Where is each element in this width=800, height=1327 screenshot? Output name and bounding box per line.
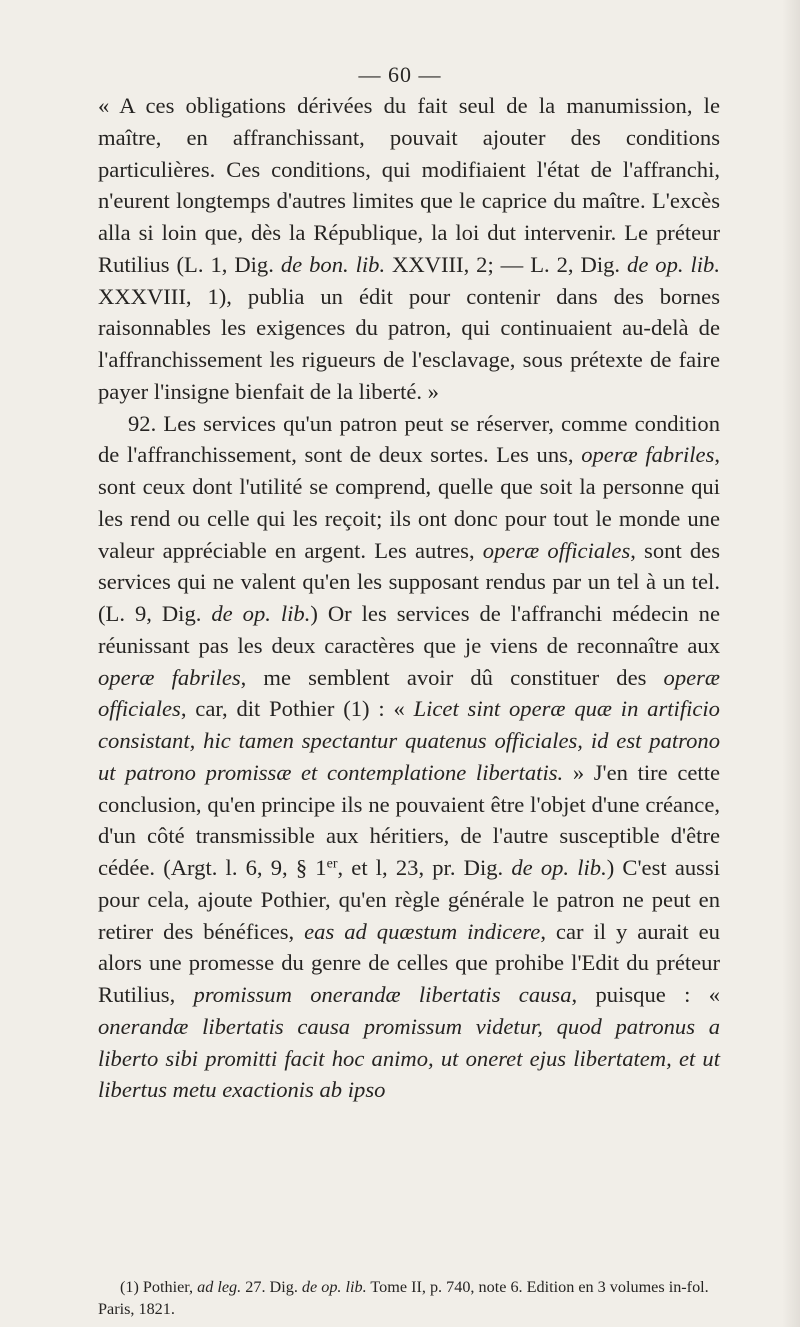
text-run: , sont des services qui ne valent qu'en les supposant rendus par un tel à un tel. (L. 9, Dig. <box>98 537 721 626</box>
italic-text: eas ad quæstum indicere <box>304 918 541 944</box>
italic-text: operæ officiales <box>482 537 631 563</box>
main-text <box>98 90 720 1106</box>
italic-text: operæ officiales <box>98 664 720 722</box>
text-run: , car, dit Pothier (1) : « <box>180 696 414 722</box>
italic-text: ad leg. <box>197 1278 242 1296</box>
superscript: er <box>326 856 338 872</box>
text-run: XXVIII, 2; — L. 2, Dig. <box>385 251 628 277</box>
italic-text: de op. lib. <box>211 601 311 626</box>
paragraph-quote <box>98 90 720 408</box>
page-number: — 60 — <box>358 62 442 87</box>
text-run: 92. Les services qu'un patron peut se réserver, comme condition de l'affranchissement, sont de deux sortes. Les uns, <box>98 410 720 468</box>
italic-text: de op. lib. <box>301 1278 367 1296</box>
italic-text: Licet sint operæ quæ in artificio consistant, hic tamen spectantur quatenus officiales, id est patrono ut patrono promissæ et contemplatione libertatis. <box>98 696 720 785</box>
page-spine-shadow <box>782 0 800 1327</box>
italic-text: onerandæ libertatis causa promissum videtur, quod patronus a liberto sibi promitti facit hoc animo, ut oneret ejus libertatem, et ut libertus metu exactionis ab ipso <box>98 1013 720 1103</box>
text-run: ) C'est aussi pour cela, ajoute Pothier, qu'en règle générale le patron ne peut en retirer des bénéfices, <box>98 855 721 944</box>
italic-text: de op. lib. <box>627 251 720 277</box>
text-run: , me semblent avoir dû constituer des <box>240 664 664 690</box>
italic-text: promissum onerandæ libertatis causa <box>193 982 572 1007</box>
text-run: , car il y aurait eu alors une promesse du genre de celles que prohibe l'Edit du préteur Rutilius, <box>98 918 720 1007</box>
text-run: Tome II, p. 740, note 6. Edition en 3 volumes in-fol. Paris, 1821. <box>98 1278 709 1318</box>
text-run: , et l, 23, pr. Dig. <box>337 855 512 880</box>
text-run: (1) Pothier, <box>120 1278 198 1296</box>
text-run: 27. Dig. <box>241 1278 302 1296</box>
italic-text: de op. lib. <box>511 855 607 880</box>
footnotes <box>98 1276 720 1320</box>
paragraph-92 <box>98 408 720 1107</box>
text-run: XXXVIII, 1), publia un édit pour contenir dans des bornes raisonnables les exigences du patron, qui continuaient au-delà de l'affranchissement les rigueurs de l'esclavage, sous prétexte de faire payer l'insigne bienfait de la liberté. » <box>98 283 720 404</box>
italic-text: de bon. lib. <box>280 251 386 277</box>
text-run: » J'en tire cette conclusion, qu'en principe ils ne pouvaient être l'objet d'une créance, d'un côté transmissible aux héritiers, de l'autre susceptible d'être cédée. (Argt. l. 6, 9, § 1 <box>98 759 720 880</box>
italic-text: operæ fabriles <box>98 664 241 690</box>
text-run: ) Or les services de l'affranchi médecin ne réunissant pas les deux caractères que je viens de reconnaître aux <box>98 601 720 658</box>
text-run: , sont ceux dont l'utilité se comprend, quelle que soit la personne qui les rend ou celle qui les reçoit; ils ont donc pour tout le monde une valeur appréciable en argent. Les autres, <box>98 442 721 563</box>
text-run: , puisque : « <box>571 982 720 1007</box>
text-run: « A ces obligations dérivées du fait seul de la manumission, le maître, en affranchissant, pouvait ajouter des conditions particulières. Ces conditions, qui modifiaient l'état de l'affranchi, n'eurent longtemps d'autres limites que le caprice du maître. L'excès alla si loin que, dès la République, la loi dut intervenir. Le préteur Rutilius (L. 1, Dig. <box>98 93 720 277</box>
footnote-1 <box>98 1276 720 1320</box>
italic-text: operæ fabriles <box>581 442 715 468</box>
